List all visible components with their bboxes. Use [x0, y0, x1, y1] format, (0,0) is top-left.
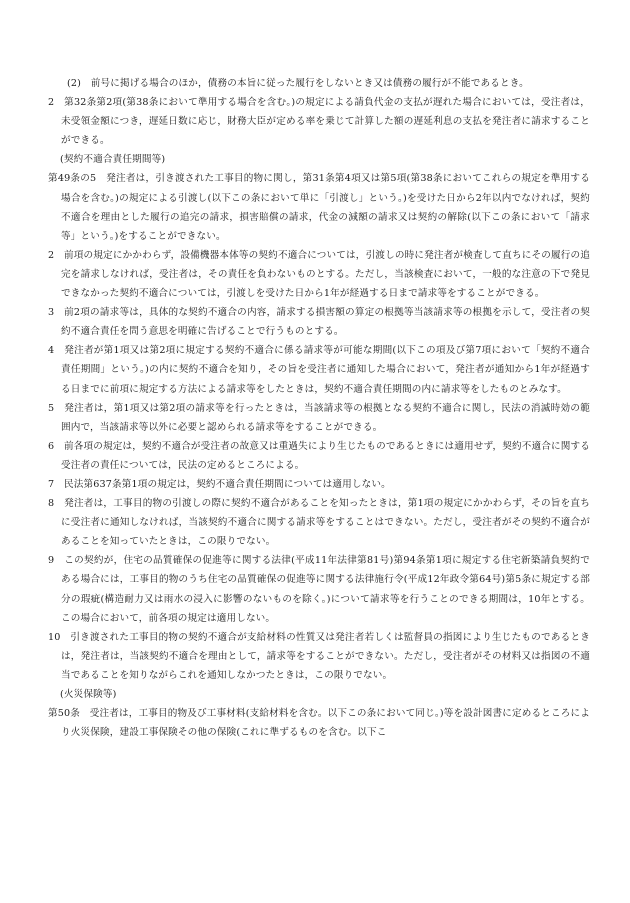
article-49-5: 第49条の5 発注者は，引き渡された工事目的物に関し，第31条第4項又は第5項(第38条においてこれらの規定を準用する場合を含む。)の規定による引渡し(以下この条において単に「引渡し」という。)を受けた日から2年以内でなければ，契約不適合を理由とした履行の追完の請求，損害賠償の請求，代金の減額の請求又は契約の解除(以下この条において「請求等」という。)をすることができない。	[48, 173, 590, 242]
clause-3: 3 前2項の請求等は，具体的な契約不適合の内容，請求する損害額の算定の根拠等当該請求等の根拠を示して，受注者の契約不適合責任を問う意思を明確に告げることで行うものとする。	[48, 307, 590, 338]
clause-5: 5 発注者は，第1項又は第2項の請求等を行ったときは，当該請求等の根拠となる契約不適合に関し，民法の消滅時効の範囲内で，当該請求等以外に必要と認められる請求等をすることができる。	[48, 402, 590, 433]
clause-2-late-payment: 2 第32条第2項(第38条において準用する場合を含む。)の規定による請負代金の支払が遅れた場合においては，受注者は，未受領金額につき，遅延日数に応じ，財務大臣が定める率を乗じて計算した額の遅延利息の支払を発注者に請求することができる。	[48, 97, 590, 147]
item-2: (2) 前号に掲げる場合のほか，債務の本旨に従った履行をしないとき又は債務の履行が不能であるとき。	[67, 78, 529, 89]
heading-fire-insurance: (火災保険等)	[60, 689, 117, 700]
clause-2: 2 前項の規定にかかわらず，設備機器本体等の契約不適合については，引渡しの時に発注者が検査して直ちにその履行の追完を請求しなければ，受注者は，その責任を負わないものとする。ただし，当該検査において，一般的な注意の下で発見できなかった契約不適合については，引渡しを受けた日から1年が経過する日まで請求等をすることができる。	[48, 249, 590, 300]
clause-6: 6 前各項の規定は，契約不適合が受注者の故意又は重過失により生じたものであるときには適用せず，契約不適合に関する受注者の責任については，民法の定めるところによる。	[48, 440, 590, 471]
clause-4: 4 発注者が第1項又は第2項に規定する契約不適合に係る請求等が可能な期間(以下この項及び第7項において「契約不適合責任期間」という。)の内に契約不適合を知り，その旨を受注者に通知した場合において，発注者が通知から1年が経過する日までに前項に規定する方法による請求等をしたときは，契約不適合責任期間の内に請求等をしたものとみなす。	[48, 345, 590, 395]
clause-7: 7 民法第637条第1項の規定は，契約不適合責任期間については適用しない。	[48, 478, 391, 490]
clause-9: 9 この契約が，住宅の品質確保の促進等に関する法律(平成11年法律第81号)第94条第1項に規定する住宅新築請負契約である場合には，工事目的物のうち住宅の品質確保の促進等に関する法律施行令(平成12年政令第64号)第5条に規定する部分の瑕疵(構造耐力又は雨水の浸入に影響のないものを除く。)について請求等を行うことのできる期間は，10年とする。この場合において，前各項の規定は適用しない。	[48, 555, 590, 624]
clause-8: 8 発注者は，工事目的物の引渡しの際に契約不適合があることを知ったときは，第1項の規定にかかわらず，その旨を直ちに受注者に通知しなければ，当該契約不適合に関する請求等をすることはできない。ただし，受注者がその契約不適合があることを知っていたときは，この限りでない。	[48, 498, 590, 548]
clause-10: 10 引き渡された工事目的物の契約不適合が支給材料の性質又は発注者若しくは監督員の指図により生じたものであるときは，発注者は，当該契約不適合を理由として，請求等をすることができない。ただし，受注者がその材料又は指図の不適当であることを知りながらこれを通知しなかつたときは，この限りでない。	[48, 631, 590, 681]
article-50: 第50条 受注者は，工事目的物及び工事材料(支給材料を含む。以下この条において同じ。)等を設計図書に定めるところにより火災保険，建設工事保険その他の保険(これに準ずるものを含む。以下こ	[48, 708, 590, 739]
heading-nonconformity-period: (契約不適合責任期間等)	[60, 154, 166, 166]
